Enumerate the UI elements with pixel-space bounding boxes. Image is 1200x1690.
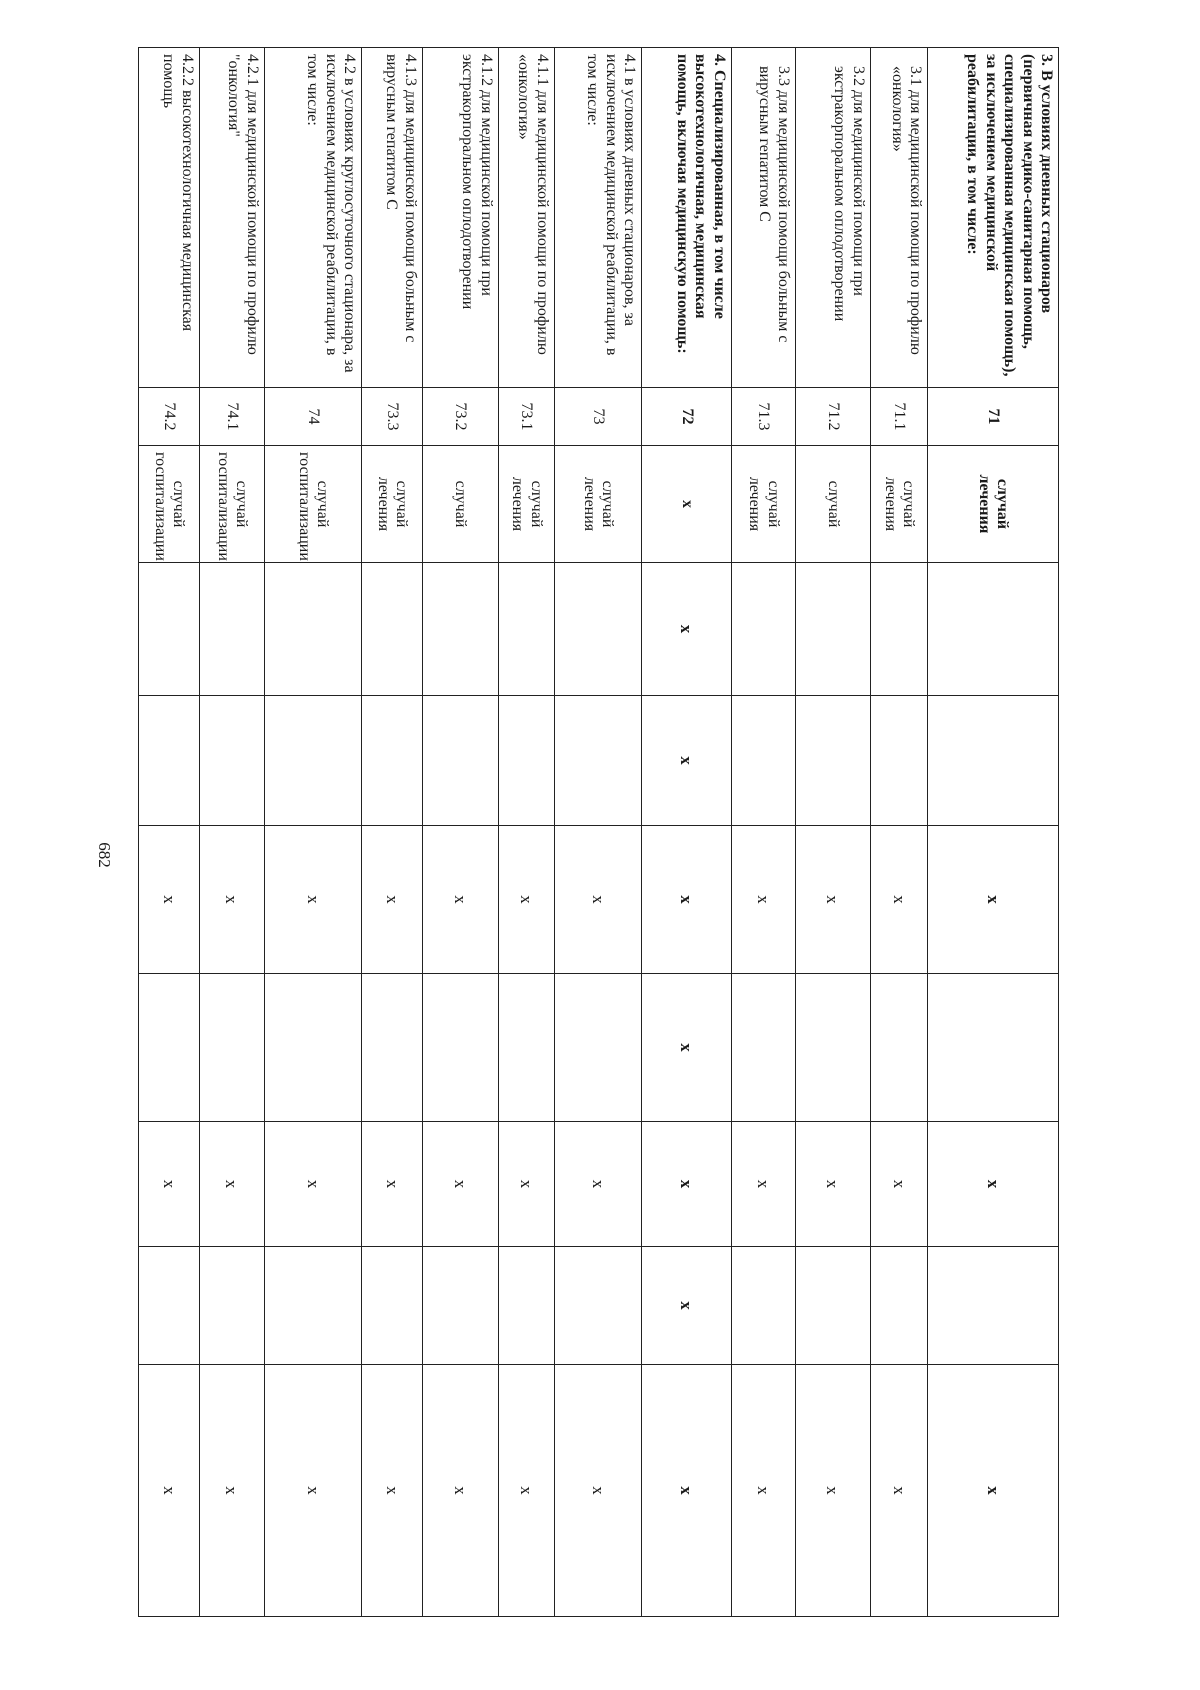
row-code: 73.1: [498, 388, 554, 446]
row-label: 3. В условиях дневных стационаров (первичная медико-санитарная помощь, специализированная медицинская помощь), за исключением медицинской реабилитации, в том числе:: [927, 48, 1058, 388]
row-label: 3.1 для медицинской помощи по профилю «онкология»: [870, 48, 927, 388]
value-cell: х: [927, 826, 1058, 974]
value-cell: х: [362, 1122, 423, 1247]
row-unit: случай лечения: [554, 446, 641, 563]
value-cell: [927, 974, 1058, 1122]
value-cell: х: [139, 1122, 200, 1247]
value-cell: [795, 563, 870, 696]
value-cell: [795, 696, 870, 826]
value-cell: х: [642, 1365, 732, 1617]
row-unit: х: [642, 446, 732, 563]
value-cell: [554, 1247, 641, 1365]
value-cell: [199, 696, 264, 826]
table-body: [139, 48, 1059, 1617]
table-row: [795, 48, 870, 1617]
row-code: 73.2: [422, 388, 498, 446]
page-number: 682: [95, 842, 114, 868]
value-cell: х: [642, 1122, 732, 1247]
row-code: 74.2: [139, 388, 200, 446]
value-cell: [927, 1247, 1058, 1365]
row-label: 4.1 в условиях дневных стационаров, за исключением медицинской реабилитации, в том числе:: [554, 48, 641, 388]
row-code: 71.3: [731, 388, 795, 446]
value-cell: [554, 563, 641, 696]
value-cell: х: [498, 1122, 554, 1247]
value-cell: [795, 974, 870, 1122]
value-cell: [139, 974, 200, 1122]
value-cell: [362, 974, 423, 1122]
value-cell: [199, 563, 264, 696]
value-cell: [870, 1247, 927, 1365]
value-cell: х: [199, 1122, 264, 1247]
value-cell: х: [554, 1365, 641, 1617]
row-label: 4.2.2 высокотехнологичная медицинская помощь: [139, 48, 200, 388]
value-cell: х: [498, 1365, 554, 1617]
row-code: 73.3: [362, 388, 423, 446]
table-row: [362, 48, 423, 1617]
value-cell: х: [264, 826, 361, 974]
value-cell: х: [642, 1247, 732, 1365]
value-cell: [870, 696, 927, 826]
row-unit: случай лечения: [927, 446, 1058, 563]
value-cell: [422, 974, 498, 1122]
value-cell: х: [199, 1365, 264, 1617]
value-cell: [422, 563, 498, 696]
value-cell: [731, 563, 795, 696]
value-cell: [870, 974, 927, 1122]
value-cell: [731, 1247, 795, 1365]
value-cell: х: [642, 696, 732, 826]
row-unit: случай госпитализации: [264, 446, 361, 563]
value-cell: х: [795, 1122, 870, 1247]
row-label: 3.3 для медицинской помощи больным с вирусным гепатитом С: [731, 48, 795, 388]
row-unit: случай лечения: [362, 446, 423, 563]
value-cell: [362, 1247, 423, 1365]
row-unit: случай госпитализации: [139, 446, 200, 563]
row-code: 74.1: [199, 388, 264, 446]
value-cell: [199, 1247, 264, 1365]
value-cell: [870, 563, 927, 696]
table-row: [498, 48, 554, 1617]
value-cell: [422, 1247, 498, 1365]
value-cell: [362, 696, 423, 826]
value-cell: [199, 974, 264, 1122]
value-cell: [498, 974, 554, 1122]
value-cell: х: [139, 1365, 200, 1617]
row-code: 72: [642, 388, 732, 446]
table-row: [264, 48, 361, 1617]
value-cell: [927, 563, 1058, 696]
value-cell: х: [642, 974, 732, 1122]
value-cell: [927, 696, 1058, 826]
value-cell: [139, 696, 200, 826]
value-cell: х: [422, 826, 498, 974]
value-cell: х: [795, 1365, 870, 1617]
value-cell: х: [422, 1365, 498, 1617]
value-cell: [264, 696, 361, 826]
value-cell: х: [554, 1122, 641, 1247]
row-unit: случай лечения: [498, 446, 554, 563]
value-cell: х: [731, 1122, 795, 1247]
value-cell: х: [554, 826, 641, 974]
rotated-table-container: [138, 47, 1059, 1616]
row-label: 4.1.3 для медицинской помощи больным с вирусным гепатитом С: [362, 48, 423, 388]
value-cell: х: [422, 1122, 498, 1247]
value-cell: [731, 696, 795, 826]
row-label: 4.2.1 для медицинской помощи по профилю "онкология": [199, 48, 264, 388]
row-unit: случай: [795, 446, 870, 563]
row-code: 71: [927, 388, 1058, 446]
value-cell: [498, 696, 554, 826]
value-cell: х: [199, 826, 264, 974]
value-cell: [422, 696, 498, 826]
row-code: 71.1: [870, 388, 927, 446]
row-label: 4.2 в условиях круглосуточного стационара, за исключением медицинской реабилитации, в том числе:: [264, 48, 361, 388]
value-cell: х: [870, 826, 927, 974]
value-cell: х: [927, 1122, 1058, 1247]
value-cell: [498, 1247, 554, 1365]
table-row: [422, 48, 498, 1617]
value-cell: х: [870, 1122, 927, 1247]
value-cell: [554, 696, 641, 826]
row-code: 73: [554, 388, 641, 446]
row-label: 4.1.1 для медицинской помощи по профилю «онкология»: [498, 48, 554, 388]
value-cell: х: [498, 826, 554, 974]
table-row: [731, 48, 795, 1617]
value-cell: [362, 563, 423, 696]
value-cell: х: [642, 563, 732, 696]
value-cell: х: [795, 826, 870, 974]
row-label: 4.1.2 для медицинской помощи при экстракорпоральном оплодотворении: [422, 48, 498, 388]
table-row: [139, 48, 200, 1617]
value-cell: [139, 563, 200, 696]
value-cell: [554, 974, 641, 1122]
value-cell: [795, 1247, 870, 1365]
value-cell: х: [139, 826, 200, 974]
value-cell: х: [642, 826, 732, 974]
value-cell: [264, 563, 361, 696]
value-cell: х: [927, 1365, 1058, 1617]
value-cell: х: [362, 826, 423, 974]
value-cell: х: [731, 826, 795, 974]
row-unit: случай госпитализации: [199, 446, 264, 563]
value-cell: [498, 563, 554, 696]
row-code: 71.2: [795, 388, 870, 446]
row-unit: случай лечения: [731, 446, 795, 563]
value-cell: [731, 974, 795, 1122]
value-cell: [139, 1247, 200, 1365]
value-cell: х: [264, 1122, 361, 1247]
value-cell: [264, 1247, 361, 1365]
funding-table: [138, 47, 1059, 1617]
table-row: [927, 48, 1058, 1617]
table-row: [642, 48, 732, 1617]
row-unit: случай: [422, 446, 498, 563]
table-row: [870, 48, 927, 1617]
row-label: 4. Специализированная, в том числе высокотехнологичная, медицинская помощь, включая медицинскую помощь:: [642, 48, 732, 388]
value-cell: х: [870, 1365, 927, 1617]
value-cell: х: [731, 1365, 795, 1617]
value-cell: х: [362, 1365, 423, 1617]
table-row: [199, 48, 264, 1617]
row-label: 3.2 для медицинской помощи при экстракорпоральном оплодотворении: [795, 48, 870, 388]
row-code: 74: [264, 388, 361, 446]
table-row: [554, 48, 641, 1617]
value-cell: х: [264, 1365, 361, 1617]
value-cell: [264, 974, 361, 1122]
row-unit: случай лечения: [870, 446, 927, 563]
